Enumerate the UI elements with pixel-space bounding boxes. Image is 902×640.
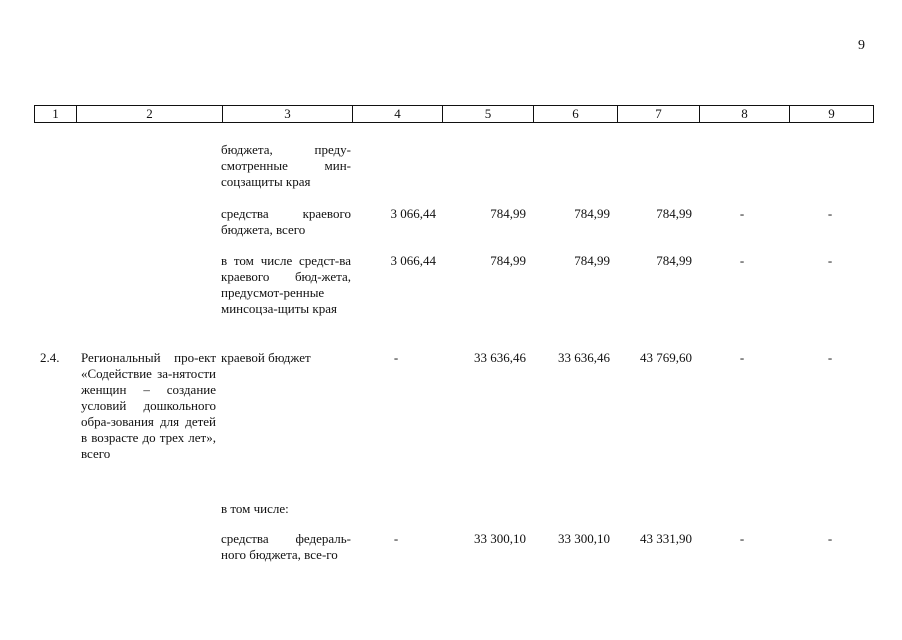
row-6-col-8: - [739, 531, 745, 546]
row-3-col-8: - [739, 253, 745, 268]
header-col-4: 4 [353, 106, 443, 123]
row-6-col-9: - [827, 531, 833, 546]
row-4-col-7: 43 769,60 [640, 350, 692, 365]
row-4-name: Региональный про-ект «Содействие за-нятости женщин – создание условий дошкольного обра-зования для детей в возрасте до трех лет», всего [81, 350, 216, 461]
row-1-source: бюджета, преду-смотренные мин-соцзащиты края [221, 142, 351, 189]
row-4-source: краевой бюджет [221, 350, 311, 365]
row-2-col-6: 784,99 [574, 206, 610, 221]
row-3-source: в том числе средст-ва краевого бюд-жета, предусмот-ренные минсоцза-щиты края [221, 253, 351, 316]
row-6-col-6: 33 300,10 [558, 531, 610, 546]
header-col-5: 5 [443, 106, 534, 123]
row-4-col-5: 33 636,46 [474, 350, 526, 365]
row-4-col-8: - [739, 350, 745, 365]
header-col-8: 8 [700, 106, 790, 123]
row-3-col-7: 784,99 [656, 253, 692, 268]
header-col-9: 9 [790, 106, 874, 123]
row-3-col-6: 784,99 [574, 253, 610, 268]
row-3-col-9: - [827, 253, 833, 268]
column-number-header [34, 105, 874, 123]
row-5-source: в том числе: [221, 501, 289, 516]
row-2-col-8: - [739, 206, 745, 221]
header-col-1: 1 [35, 106, 77, 123]
row-4-number: 2.4. [40, 350, 60, 365]
row-6-col-7: 43 331,90 [640, 531, 692, 546]
row-3-col-4: 3 066,44 [390, 253, 436, 268]
row-2-col-7: 784,99 [656, 206, 692, 221]
row-3-col-5: 784,99 [490, 253, 526, 268]
row-4-col-4: - [393, 350, 399, 365]
row-2-col-5: 784,99 [490, 206, 526, 221]
row-2-col-4: 3 066,44 [390, 206, 436, 221]
row-6-col-4: - [393, 531, 399, 546]
header-col-7: 7 [618, 106, 700, 123]
header-col-2: 2 [77, 106, 223, 123]
row-4-col-6: 33 636,46 [558, 350, 610, 365]
row-6-source: средства федераль-ного бюджета, все-го [221, 531, 351, 562]
header-col-3: 3 [223, 106, 353, 123]
page-number: 9 [858, 38, 865, 53]
row-6-col-5: 33 300,10 [474, 531, 526, 546]
row-4-col-9: - [827, 350, 833, 365]
row-2-source: средства краевого бюджета, всего [221, 206, 351, 237]
header-col-6: 6 [534, 106, 618, 123]
row-2-col-9: - [827, 206, 833, 221]
